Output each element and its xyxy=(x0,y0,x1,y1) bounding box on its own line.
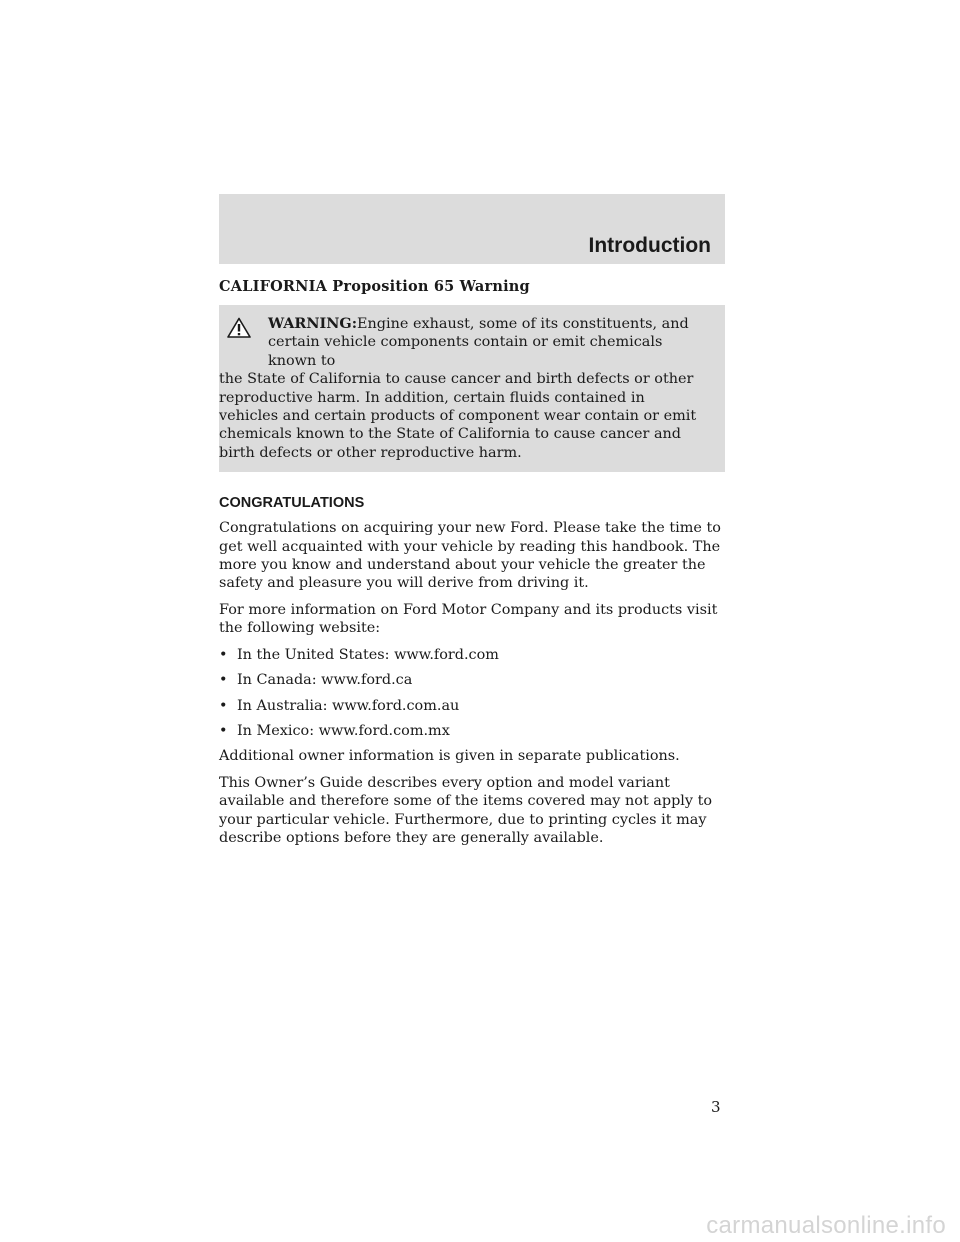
section-title: Introduction xyxy=(588,234,711,257)
website-list xyxy=(219,646,725,741)
warning-first-line xyxy=(219,315,713,333)
warning-triangle-icon xyxy=(227,317,251,338)
warning-box xyxy=(219,305,725,472)
prop65-heading: CALIFORNIA Proposition 65 Warning xyxy=(219,278,530,295)
warning-body: the State of California to cause cancer and birth defects or other reproductive harm. In addition, certain fluids contained in vehicles and certain products of component wear contain or emit chemicals known to the State of California to cause cancer and birth defects or other reproductive harm. xyxy=(219,371,697,461)
list-item: • In Australia: www.ford.com.au xyxy=(219,697,460,714)
bullet-icon: • xyxy=(219,697,228,714)
list-item: • In Canada: www.ford.ca xyxy=(219,672,413,689)
congratulations-heading: CONGRATULATIONS xyxy=(219,495,365,512)
bullet-icon: • xyxy=(219,672,228,689)
page-number: 3 xyxy=(711,1098,721,1116)
additional-info-paragraph: Additional owner information is given in separate publications. xyxy=(219,748,680,765)
list-item: • In the United States: www.ford.com xyxy=(219,646,499,663)
list-item: • In Mexico: www.ford.com.mx xyxy=(219,722,450,739)
warning-line-1: Engine exhaust, some of its constituents, and xyxy=(357,316,689,332)
warning-label: WARNING: xyxy=(268,315,358,332)
owners-guide-paragraph: This Owner’s Guide describes every option and model variant available and therefore some of the items covered may not apply to your particular vehicle. Furthermore, due to printing cycles it may describe options before they are generally available. xyxy=(219,774,713,846)
bullet-icon: • xyxy=(219,646,228,663)
congratulations-paragraph: Congratulations on acquiring your new Ford. Please take the time to get well acquainted with your vehicle by reading this handbook. The more you know and understand about your vehicle the greater the safety and pleasure you will derive from driving it. xyxy=(219,520,721,592)
watermark: carmanualsonline.info xyxy=(706,1212,946,1239)
warning-line-2: certain vehicle components contain or emit chemicals known to xyxy=(268,334,663,369)
page-content xyxy=(219,278,725,855)
bullet-icon: • xyxy=(219,722,228,739)
section-header-band xyxy=(219,194,725,264)
website-intro-paragraph: For more information on Ford Motor Company and its products visit the following website: xyxy=(219,601,718,637)
